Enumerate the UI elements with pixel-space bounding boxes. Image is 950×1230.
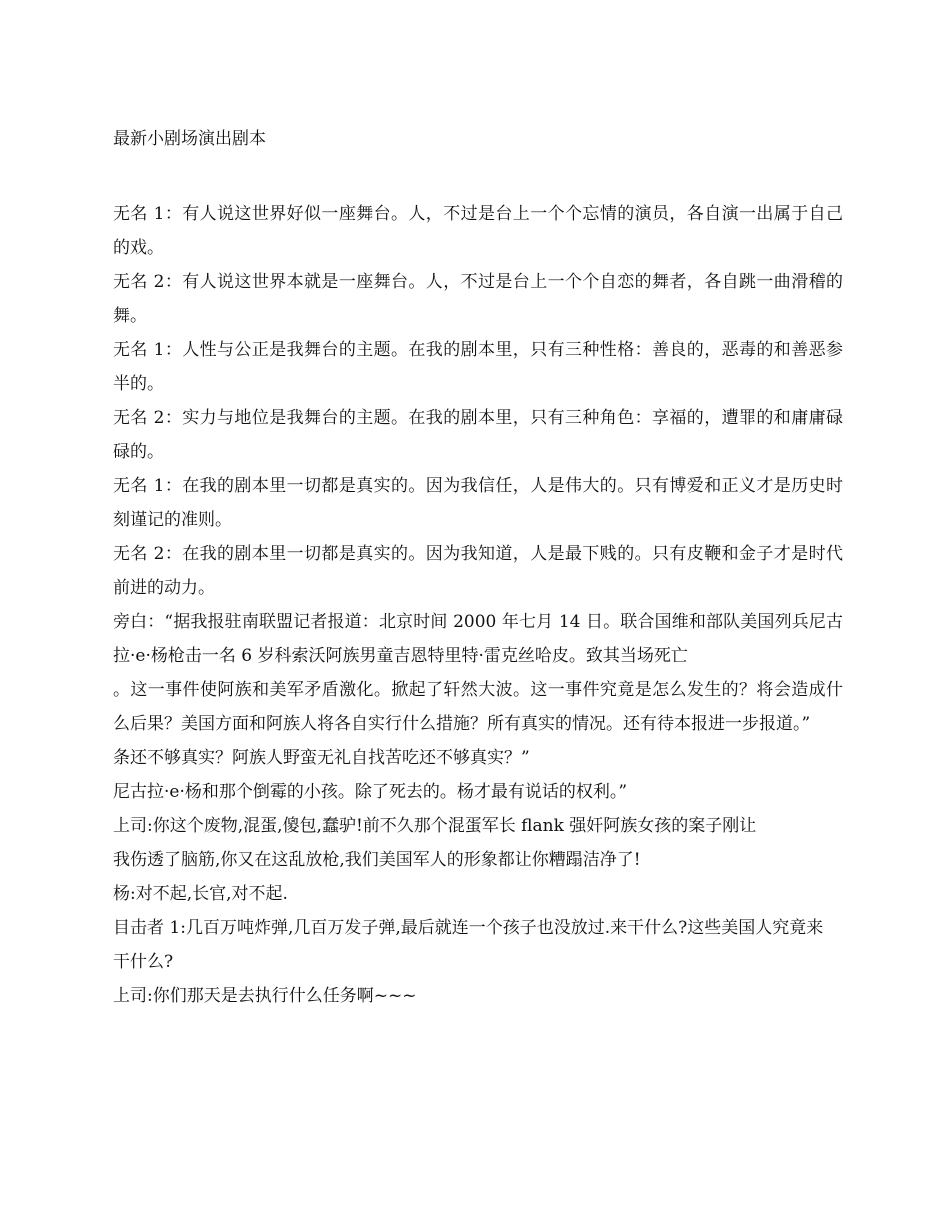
paragraph-superior-question: 上司:你们那天是去执行什么任务啊~~~ [113,986,417,1006]
paragraph-wuming2-truth: 无名 2：在我的剧本里一切都是真实的。因为我知道，人是最下贱的。只有皮鞭和金子才是时代前进的动力。 [113,544,843,598]
paragraph-right-to-speak: 尼古拉·e·杨和那个倒霉的小孩。除了死去的。杨才最有说话的权利。” [113,782,628,802]
paragraph-witness-1-continued: 干什么? [113,952,174,972]
paragraph-witness-1: 目击者 1:几百万吨炸弹,几百万发子弹,最后就连一个孩子也没放过.来干什么?这些美国人究竟来 [113,918,824,938]
paragraph-wuming2-stage: 无名 2：有人说这世界本就是一座舞台。人，不过是台上一个个自恋的舞者，各自跳一曲滑稽的舞。 [113,272,843,326]
paragraph-superior-scolding: 上司:你这个废物,混蛋,傻包,蠢驴!前不久那个混蛋军长 flank 强奸阿族女孩的案子刚让 [113,816,757,836]
paragraph-narrator-report: 旁白：“据我报驻南联盟记者报道：北京时间 2000 年七月 14 日。联合国维和部队美国列兵尼古拉·e·杨枪击一名 6 岁科索沃阿族男童吉恩特里特·雷克丝哈皮。致其当场死亡 [113,612,843,666]
paragraph-narrator-report-continued: 。这一事件使阿族和美军矛盾激化。掀起了轩然大波。这一事件究竟是怎么发生的？将会造成什么后果？美国方面和阿族人将各自实行什么措施？所有真实的情况。还有待本报进一步报道。” [113,680,843,734]
document-body [113,197,843,1013]
paragraph-not-real-enough: 条还不够真实？阿族人野蛮无礼自找苦吃还不够真实？” [113,748,530,768]
paragraph-wuming1-theme: 无名 1：人性与公正是我舞台的主题。在我的剧本里，只有三种性格：善良的，恶毒的和善恶参半的。 [113,340,843,394]
paragraph-wuming2-theme: 无名 2：实力与地位是我舞台的主题。在我的剧本里，只有三种角色：享福的，遭罪的和庸庸碌碌的。 [113,408,843,462]
paragraph-wuming1-truth: 无名 1：在我的剧本里一切都是真实的。因为我信任，人是伟大的。只有博爱和正义才是历史时刻谨记的准则。 [113,476,843,530]
document-title: 最新小剧场演出剧本 [113,129,266,149]
paragraph-yang-apology: 杨:对不起,长官,对不起. [113,884,288,904]
paragraph-wuming1-stage: 无名 1：有人说这世界好似一座舞台。人，不过是台上一个个忘情的演员，各自演一出属于自己的戏。 [113,204,843,258]
paragraph-superior-scolding-continued: 我伤透了脑筋,你又在这乱放枪,我们美国军人的形象都让你糟蹋洁净了! [113,850,641,870]
